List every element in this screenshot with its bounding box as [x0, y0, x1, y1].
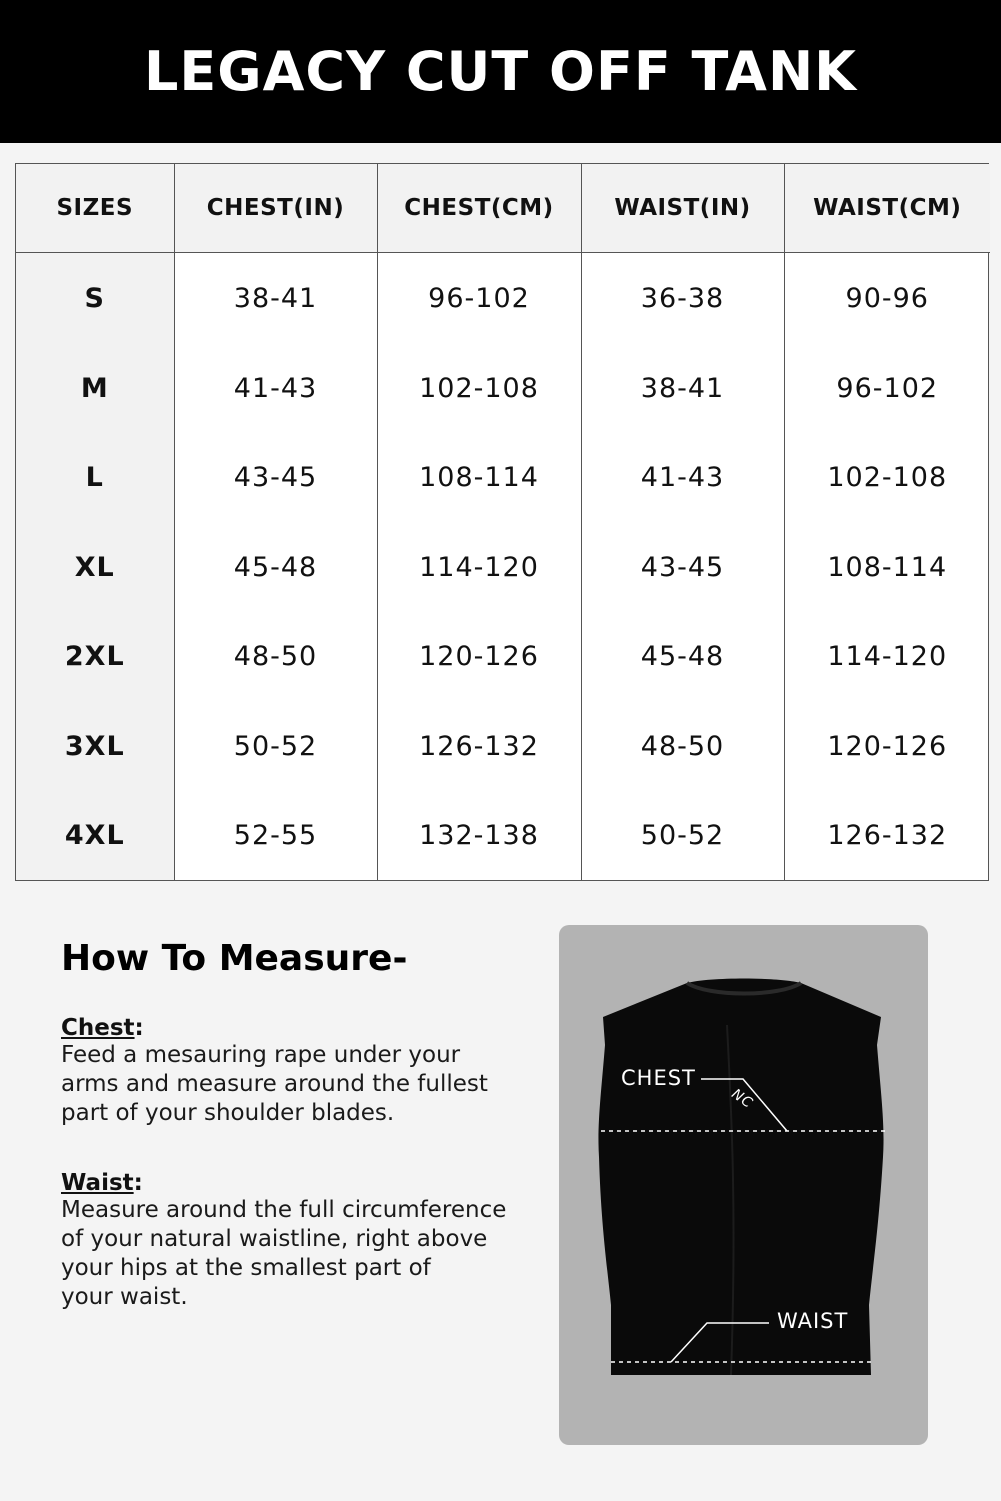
page-title: LEGACY CUT OFF TANK: [143, 40, 857, 103]
chest-heading-label: Chest: [61, 1015, 135, 1041]
waist-cm-cell: 120-126: [827, 730, 948, 762]
how-to-measure-heading: How To Measure-: [61, 938, 408, 979]
size-cell: 4XL: [16, 791, 174, 880]
size-cell: L: [16, 433, 174, 522]
waist-text-line: your hips at the smallest part of: [61, 1255, 431, 1281]
waist-cm-cell: 102-108: [827, 462, 948, 494]
waist-cm-cell: 126-132: [827, 820, 948, 852]
chest-in-cell: 50-52: [174, 701, 377, 790]
waist-in-cell: 38-41: [581, 343, 784, 432]
chest-cm-cell: 108-114: [377, 433, 581, 522]
waist-in-cell: 50-52: [581, 791, 784, 880]
chest-in-cell: 52-55: [174, 791, 377, 880]
size-cell: S: [16, 253, 174, 344]
chest-in-cell: 38-41: [174, 253, 377, 344]
waist-heading-label: Waist: [61, 1170, 134, 1196]
table-row: [16, 791, 990, 880]
chest-instructions: [61, 1015, 541, 1128]
chest-cm-cell: 126-132: [377, 701, 581, 790]
column-header-chest-in: CHEST(IN): [174, 164, 377, 253]
table-header-row: [16, 164, 990, 253]
waist-cm-cell: 90-96: [845, 283, 929, 315]
table-row: [16, 253, 990, 344]
waist-text-line: Measure around the full circumference: [61, 1197, 507, 1223]
waist-heading: [61, 1170, 541, 1196]
table-row: [16, 701, 990, 790]
table-row: [16, 612, 990, 701]
chest-text-line: arms and measure around the fullest: [61, 1071, 488, 1097]
waist-instructions: [61, 1170, 541, 1312]
waist-heading-colon: :: [133, 1170, 143, 1196]
waist-in-cell: 48-50: [581, 701, 784, 790]
chest-label: CHEST: [621, 1066, 696, 1090]
waist-in-cell: 41-43: [581, 433, 784, 522]
size-cell: M: [16, 343, 174, 432]
title-banner: [0, 0, 1001, 143]
brand-logo: NC: [728, 1086, 756, 1112]
chest-cm-cell: 120-126: [377, 612, 581, 701]
column-header-waist-in: WAIST(IN): [581, 164, 784, 253]
table-row: [16, 522, 990, 611]
chest-in-cell: 45-48: [174, 522, 377, 611]
waist-cm-cell: 96-102: [836, 372, 939, 404]
waist-in-cell: 45-48: [581, 612, 784, 701]
waist-text-line: of your natural waistline, right above: [61, 1226, 488, 1252]
chest-cm-cell: 96-102: [377, 253, 581, 344]
table-row: [16, 433, 990, 522]
chest-heading-colon: :: [134, 1015, 144, 1041]
column-header-waist-cm: WAIST(CM): [784, 164, 990, 253]
waist-text-line: your waist.: [61, 1284, 188, 1310]
waist-label: WAIST: [777, 1309, 849, 1333]
waist-in-cell: 43-45: [581, 522, 784, 611]
how-to-measure-section: [61, 938, 541, 1312]
chest-in-cell: 48-50: [174, 612, 377, 701]
chest-cm-cell: 114-120: [377, 522, 581, 611]
chest-text-line: part of your shoulder blades.: [61, 1100, 395, 1126]
size-table: [16, 164, 990, 880]
column-header-chest-cm: CHEST(CM): [377, 164, 581, 253]
chest-in-cell: 43-45: [174, 433, 377, 522]
tank-illustration-panel: [559, 925, 928, 1445]
chest-in-cell: 41-43: [174, 343, 377, 432]
column-header-sizes: SIZES: [16, 164, 174, 253]
chest-cm-cell: 102-108: [377, 343, 581, 432]
waist-in-cell: 36-38: [581, 253, 784, 344]
size-cell: 2XL: [16, 612, 174, 701]
size-cell: 3XL: [16, 701, 174, 790]
chest-text-line: Feed a mesauring rape under your: [61, 1042, 461, 1068]
waist-cm-cell: 108-114: [827, 551, 948, 583]
chest-cm-cell: 132-138: [377, 791, 581, 880]
size-chart-table: [15, 163, 989, 881]
chest-heading: [61, 1015, 541, 1041]
waist-cm-cell: 114-120: [827, 641, 948, 673]
table-row: [16, 343, 990, 432]
tank-top-illustration: [559, 925, 928, 1445]
size-cell: XL: [16, 522, 174, 611]
